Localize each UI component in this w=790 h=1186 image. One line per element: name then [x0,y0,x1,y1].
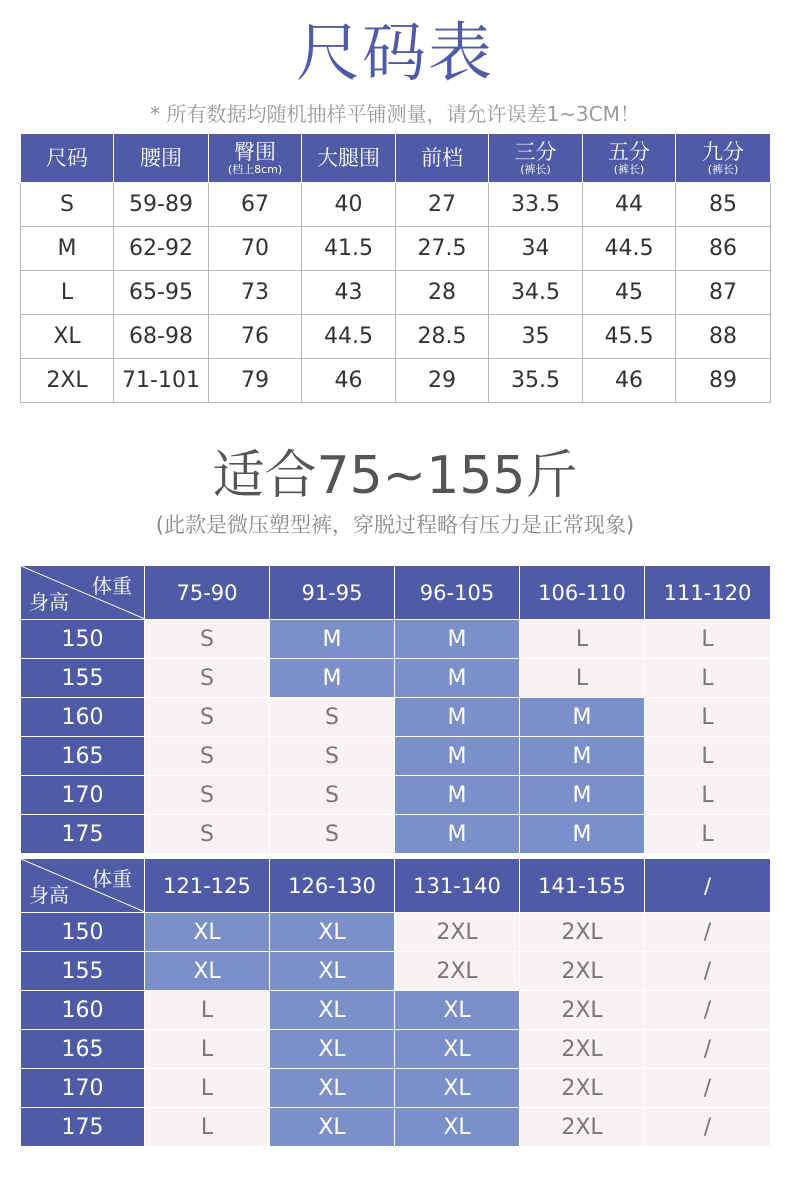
fit-size-cell: 2XL [520,1108,645,1147]
fit-size-cell: / [645,913,771,952]
compression-note: (此款是微压塑型裤，穿脱过程略有压力是正常现象) [155,513,635,537]
fit-size-cell: S [145,659,270,698]
weight-axis-label: 体重 [92,867,132,891]
size-row [21,271,771,315]
fit-size-cell: M [270,620,395,659]
fit-size-cell: XL [270,913,395,952]
size-row [21,359,771,403]
size-value-cell: 46 [302,359,396,403]
height-row-header: 175 [21,1108,145,1147]
measurement-note: * 所有数据均随机抽样平铺测量，请允许误差1~3CM！ [150,102,640,126]
fit-size-cell: S [270,776,395,815]
fit-size-cell: XL [145,913,270,952]
fit-row [21,815,771,854]
fit-row [21,659,771,698]
height-row-header: 150 [21,620,145,659]
height-row-header: 170 [21,1069,145,1108]
fit-size-cell: XL [145,952,270,991]
weight-range-header: 111-120 [645,566,771,620]
fit-row [21,1030,771,1069]
fit-size-cell: XL [395,991,520,1030]
size-header-cell: 九分 (裤长) [676,134,771,183]
fit-size-cell: M [395,659,520,698]
fit-size-cell: L [645,620,771,659]
fit-size-cell: S [145,698,270,737]
weight-range-header: 106-110 [520,566,645,620]
fit-size-cell: L [645,698,771,737]
fit-header-row [21,859,771,913]
size-chart-table [20,133,771,403]
fit-table-2 [20,858,771,1147]
size-value-cell: 79 [209,359,302,403]
fit-size-cell: M [520,698,645,737]
height-axis-label: 身高 [29,590,69,614]
weight-range-header: 141-155 [520,859,645,913]
size-label-cell: L [21,271,114,315]
weight-range-header: 121-125 [145,859,270,913]
fit-size-cell: XL [270,1030,395,1069]
fit-size-cell: 2XL [520,913,645,952]
fit-size-cell: XL [395,1030,520,1069]
height-row-header: 165 [21,737,145,776]
size-value-cell: 43 [302,271,396,315]
weight-axis-label: 体重 [92,574,132,598]
fit-row [21,620,771,659]
fit-size-cell: S [270,698,395,737]
fit-row [21,698,771,737]
size-value-cell: 88 [676,315,771,359]
size-header-row [21,134,771,183]
size-value-cell: 44.5 [583,227,676,271]
fit-size-cell: 2XL [395,913,520,952]
fit-size-cell: XL [270,991,395,1030]
fit-size-cell: / [645,952,771,991]
height-row-header: 155 [21,952,145,991]
fit-size-cell: 2XL [520,952,645,991]
fit-size-cell: / [645,1108,771,1147]
fit-size-cell: L [520,620,645,659]
height-row-header: 170 [21,776,145,815]
size-value-cell: 45.5 [583,315,676,359]
size-value-cell: 29 [396,359,489,403]
fit-size-cell: XL [270,952,395,991]
weight-range-header: 126-130 [270,859,395,913]
fit-size-cell: S [145,776,270,815]
fit-size-cell: XL [395,1069,520,1108]
size-header-cell: 大腿围 [302,134,396,183]
fit-size-cell: XL [395,1108,520,1147]
size-value-cell: 35 [489,315,583,359]
size-value-cell: 71-101 [114,359,209,403]
fit-size-cell: M [520,815,645,854]
size-value-cell: 28 [396,271,489,315]
size-header-cell: 腰围 [114,134,209,183]
page-title: 尺码表 [296,17,494,91]
size-value-cell: 33.5 [489,183,583,227]
size-value-cell: 35.5 [489,359,583,403]
fit-row [21,737,771,776]
size-header-cell: 前档 [396,134,489,183]
fit-size-cell: / [645,1030,771,1069]
height-row-header: 150 [21,913,145,952]
weight-range-header: 91-95 [270,566,395,620]
size-value-cell: 85 [676,183,771,227]
size-row [21,315,771,359]
fit-row [21,776,771,815]
fit-row [21,1108,771,1147]
size-value-cell: 44 [583,183,676,227]
size-value-cell: 87 [676,271,771,315]
size-value-cell: 62-92 [114,227,209,271]
fit-row [21,952,771,991]
size-value-cell: 73 [209,271,302,315]
weight-range-heading: 适合75~155斤 [212,446,578,506]
fit-size-cell: XL [270,1108,395,1147]
size-value-cell: 28.5 [396,315,489,359]
fit-size-cell: L [645,776,771,815]
size-header-cell: 臀围 (档上8cm) [209,134,302,183]
fit-size-cell: L [520,659,645,698]
fit-size-cell: L [145,1108,270,1147]
fit-size-cell: L [645,815,771,854]
fit-size-cell: M [520,776,645,815]
fit-size-cell: S [145,815,270,854]
size-row [21,183,771,227]
size-value-cell: 59-89 [114,183,209,227]
fit-size-cell: 2XL [520,1069,645,1108]
weight-range-header: 131-140 [395,859,520,913]
height-row-header: 155 [21,659,145,698]
size-value-cell: 67 [209,183,302,227]
fit-size-cell: / [645,991,771,1030]
size-value-cell: 45 [583,271,676,315]
fit-size-cell: 2XL [395,952,520,991]
size-label-cell: 2XL [21,359,114,403]
height-row-header: 160 [21,698,145,737]
fit-size-cell: M [395,620,520,659]
size-header-cell: 尺码 [21,134,114,183]
fit-size-cell: L [145,991,270,1030]
fit-size-cell: 2XL [520,991,645,1030]
size-label-cell: XL [21,315,114,359]
size-value-cell: 40 [302,183,396,227]
size-header-cell: 三分 (裤长) [489,134,583,183]
fit-size-cell: L [145,1069,270,1108]
weight-range-header: 75-90 [145,566,270,620]
height-axis-label: 身高 [29,883,69,907]
height-row-header: 165 [21,1030,145,1069]
size-label-cell: M [21,227,114,271]
fit-row [21,991,771,1030]
size-value-cell: 27.5 [396,227,489,271]
fit-size-cell: L [145,1030,270,1069]
size-value-cell: 89 [676,359,771,403]
fit-row [21,1069,771,1108]
size-value-cell: 68-98 [114,315,209,359]
weight-range-header: / [645,859,771,913]
size-value-cell: 70 [209,227,302,271]
size-value-cell: 34 [489,227,583,271]
height-row-header: 175 [21,815,145,854]
size-value-cell: 76 [209,315,302,359]
fit-size-cell: S [145,620,270,659]
fit-size-cell: / [645,1069,771,1108]
fit-table-1 [20,565,771,854]
size-header-cell: 五分 (裤长) [583,134,676,183]
size-value-cell: 27 [396,183,489,227]
fit-corner-cell [21,859,145,913]
fit-size-cell: M [395,737,520,776]
fit-size-cell: S [145,737,270,776]
fit-size-cell: M [270,659,395,698]
size-value-cell: 41.5 [302,227,396,271]
fit-size-cell: L [645,659,771,698]
size-value-cell: 46 [583,359,676,403]
size-label-cell: S [21,183,114,227]
fit-size-cell: M [395,815,520,854]
fit-size-cell: L [645,737,771,776]
size-value-cell: 86 [676,227,771,271]
fit-corner-cell [21,566,145,620]
fit-size-cell: M [395,698,520,737]
height-row-header: 160 [21,991,145,1030]
fit-size-cell: XL [270,1069,395,1108]
size-row [21,227,771,271]
fit-header-row [21,566,771,620]
size-value-cell: 44.5 [302,315,396,359]
fit-size-cell: M [395,776,520,815]
fit-row [21,913,771,952]
fit-size-cell: 2XL [520,1030,645,1069]
weight-range-header: 96-105 [395,566,520,620]
fit-size-cell: S [270,815,395,854]
size-value-cell: 65-95 [114,271,209,315]
fit-size-cell: S [270,737,395,776]
fit-size-cell: M [520,737,645,776]
size-value-cell: 34.5 [489,271,583,315]
